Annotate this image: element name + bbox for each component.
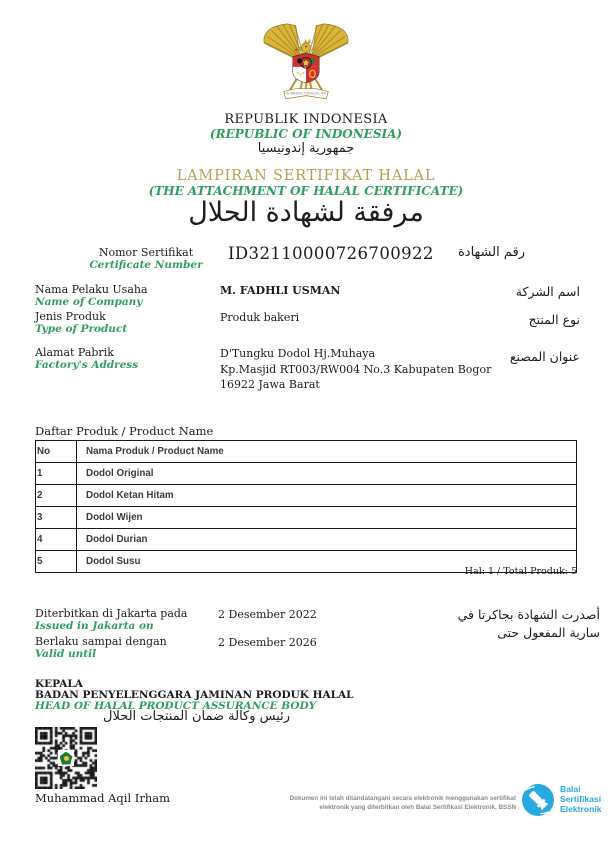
factory-address-label-ar: عنوان المصنع: [509, 349, 580, 364]
row-name: Dodol Original: [77, 463, 577, 485]
cert-number-label-id: Nomor Sertifikat: [98, 246, 194, 259]
bhinneka-ribbon: [284, 89, 328, 99]
table-row: [36, 463, 577, 485]
product-type-label-en: Type of Product: [35, 323, 128, 335]
dates-arabic: [458, 606, 600, 642]
factory-address-value: [220, 346, 491, 393]
factory-address-label-id: Alamat Pabrik: [35, 346, 114, 359]
issued-label-id: Diterbitkan di Jakarta pada: [35, 607, 188, 620]
signatory-title-en: HEAD OF HALAL PRODUCT ASSURANCE BODY: [35, 700, 317, 712]
page-total-note: Hal: 1 / Total Produk: 5: [464, 566, 577, 577]
disclaimer-line2: elektronik yang diterbitkan oleh Balai Sertifikasi Elektronik, BSSN: [319, 804, 516, 811]
factory-address-label-en: Factory's Address: [35, 359, 139, 371]
kemenag-logo: [58, 750, 74, 766]
company-label: [35, 283, 148, 308]
valid-label-id: Berlaku sampai dengan: [35, 635, 167, 648]
company-label-en: Name of Company: [35, 296, 143, 308]
company-value: M. FADHLI USMAN: [220, 284, 341, 297]
cert-number-label: [86, 246, 206, 271]
product-type-value: Produk bakeri: [220, 311, 300, 324]
factory-address-line2: Kp.Masjid RT003/RW004 No.3 Kabupaten Bogor: [220, 362, 492, 376]
table-row: [36, 485, 577, 507]
row-no: 4: [36, 529, 77, 551]
table-row: [36, 529, 577, 551]
factory-address-line1: D'Tungku Dodol Hj.Muhaya: [220, 347, 376, 360]
product-type-label: [35, 310, 127, 335]
signatory-title-ar: رئيس وكالة ضمان المنتجات الحلال: [103, 709, 291, 724]
valid-label-ar: سارية المفعول حتى: [497, 625, 600, 640]
bsre-logo-text: [560, 784, 602, 814]
doc-title-id: LAMPIRAN SERTIFIKAT HALAL: [176, 168, 436, 184]
kemenag-pentagon-icon: [60, 752, 73, 765]
valid-label-en: Valid until: [35, 648, 97, 660]
signature-qr-code: [35, 727, 97, 789]
cert-number-label-en: Certificate Number: [89, 259, 203, 271]
bsre-text-line1: Balai: [560, 784, 581, 794]
disclaimer-line1: Dokumen ini telah ditandatangani secara elektronik menggunakan sertifikat: [289, 795, 516, 802]
signatory-name: Muhammad Aqil Irham: [35, 791, 171, 805]
company-label-ar: اسم الشركة: [515, 284, 580, 299]
cert-number-value: ID32110000726700922: [228, 244, 434, 263]
valid-label: [35, 635, 167, 660]
doc-title-ar: مرفقة لشهادة الحلال: [188, 197, 424, 228]
country-title-en: (REPUBLIC OF INDONESIA): [209, 127, 403, 141]
row-name: Dodol Wijen: [77, 507, 577, 529]
cert-number-label-ar: رقم الشهادة: [458, 245, 525, 260]
products-title: Daftar Produk / Product Name: [35, 424, 214, 438]
row-name: Dodol Ketan Hitam: [77, 485, 577, 507]
col-header-name: Nama Produk / Product Name: [77, 441, 577, 463]
bsre-logo-icon: [521, 783, 555, 817]
factory-address-line3: 16922 Jawa Barat: [220, 378, 320, 391]
row-name: Dodol Susu: [77, 551, 577, 573]
issued-label-ar: أصدرت الشهادة بجاكرتا في: [457, 607, 600, 622]
row-no: 2: [36, 485, 77, 507]
bsre-text-line3: Elektronik: [560, 804, 602, 814]
issued-label-en: Issued in Jakarta on: [35, 620, 154, 632]
company-label-id: Nama Pelaku Usaha: [35, 283, 148, 296]
signatory-title-1: KEPALA: [35, 678, 83, 690]
factory-address-label: [35, 346, 138, 371]
issued-value: 2 Desember 2022: [218, 608, 317, 621]
col-header-no: No: [36, 441, 77, 463]
country-title-ar: جمهورية إندونيسيا: [257, 141, 355, 156]
valid-value: 2 Desember 2026: [218, 636, 317, 649]
products-table: [35, 440, 577, 573]
product-type-label-ar: نوع المنتج: [528, 312, 580, 327]
svg-text:BHINNEKA TUNGGAL IKA: BHINNEKA TUNGGAL IKA: [286, 91, 326, 96]
product-type-label-id: Jenis Produk: [35, 310, 106, 323]
signatory-title-2: BADAN PENYELENGGARA JAMINAN PRODUK HALAL: [35, 689, 354, 701]
country-title-id: REPUBLIK INDONESIA: [224, 112, 388, 127]
table-row: [36, 507, 577, 529]
electronic-signature-disclaimer: [290, 794, 516, 812]
garuda-pancasila-emblem: [259, 22, 353, 110]
products-header-row: [36, 441, 577, 463]
row-no: 1: [36, 463, 77, 485]
row-name: Dodol Durian: [77, 529, 577, 551]
doc-title-en: (THE ATTACHMENT OF HALAL CERTIFICATE): [148, 184, 464, 198]
row-no: 5: [36, 551, 77, 573]
bsre-text-line2: Sertifikasi: [560, 794, 602, 804]
row-no: 3: [36, 507, 77, 529]
garuda-eagle-icon: [259, 22, 353, 110]
issued-label: [35, 607, 188, 632]
